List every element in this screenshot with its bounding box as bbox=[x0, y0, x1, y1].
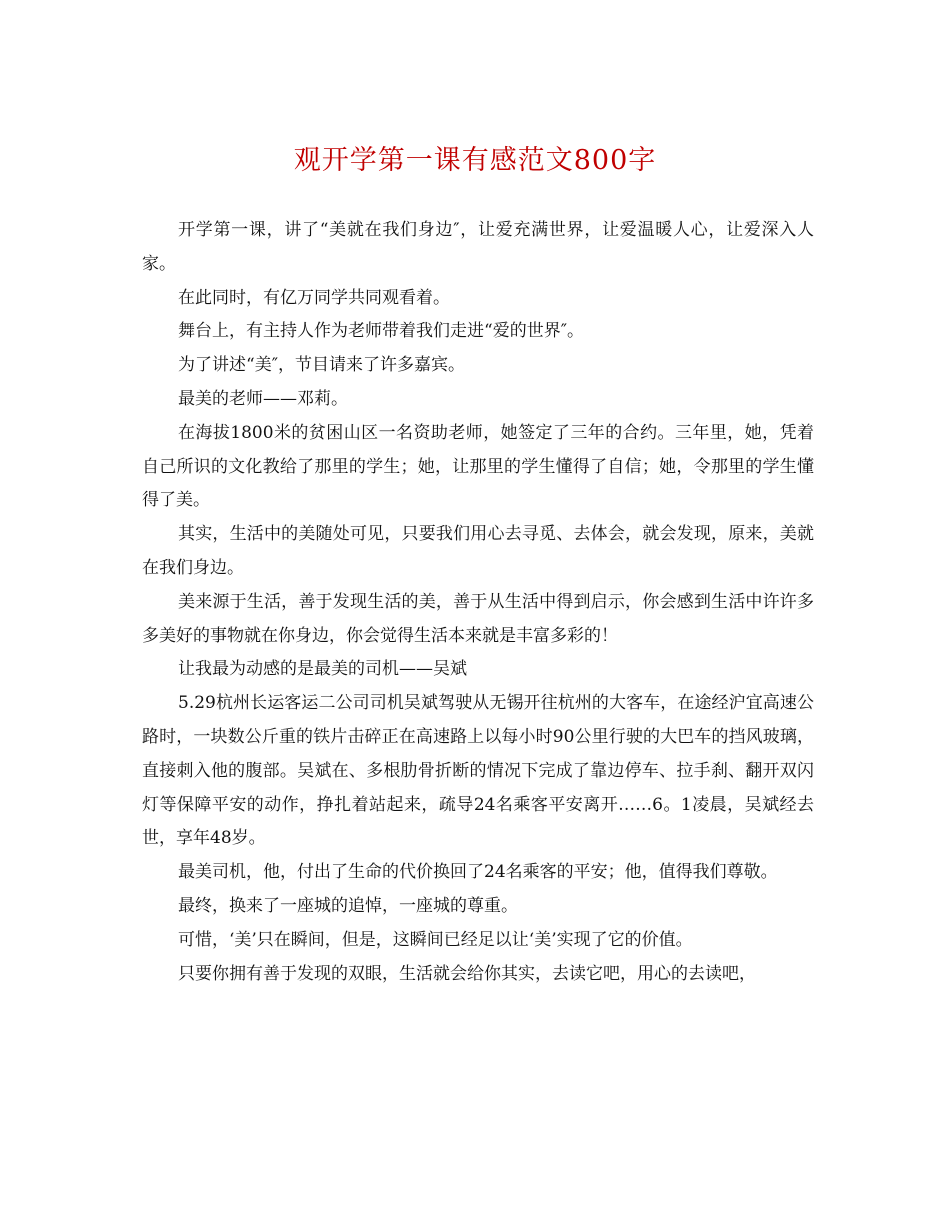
paragraph: 其实，生活中的美随处可见，只要我们用心去寻觅、去体会，就会发现，原来，美就在我们身边。 bbox=[142, 524, 814, 578]
paragraph: 在海拔1800米的贫困山区一名资助老师，她签定了三年的合约。三年里，她，凭着自己所识的文化教给了那里的学生；她，让那里的学生懂得了自信；她，令那里的学生懂得了美。 bbox=[142, 422, 814, 511]
paragraph: 为了讲述“美″，节目请来了许多嘉宾。 bbox=[178, 355, 466, 376]
paragraph: 开学第一课，讲了“美就在我们身边″，让爱充满世界，让爱温暖人心，让爱深入人家。 bbox=[142, 220, 814, 274]
paragraph: 最美的老师——邓莉。 bbox=[178, 388, 348, 409]
paragraph: 在此同时，有亿万同学共同观看着。 bbox=[178, 287, 450, 308]
paragraph: 5.29杭州长运客运二公司司机吴斌驾驶从无锡开往杭州的大客车，在途经沪宜高速公路时，一块数公斤重的铁片击碎正在高速路上以每小时90公里行驶的大巴车的挡风玻璃，直接刺入他的腹部。吴斌在、多根肋骨折断的情况下完成了靠边停车、拉手刹、翻开双闪灯等保障平安的动作，挣扎着站起来，疏导24名乘客平安离开……6。1凌晨，吴斌经去世，享年48岁。 bbox=[142, 693, 814, 849]
paragraph: 只要你拥有善于发现的双眼，生活就会给你其实，去读它吧，用心的去读吧， bbox=[178, 963, 756, 984]
paragraph: 让我最为动感的是最美的司机——吴斌 bbox=[178, 659, 467, 680]
paragraph: 最美司机，他，付出了生命的代价换回了24名乘客的平安；他，值得我们尊敬。 bbox=[178, 862, 778, 883]
paragraph: 美来源于生活，善于发现生活的美，善于从生活中得到启示，你会感到生活中许许多多美好的事物就在你身边，你会觉得生活本来就是丰富多彩的！ bbox=[142, 591, 814, 646]
paragraph: 最终，换来了一座城的追悼，一座城的尊重。 bbox=[178, 895, 518, 916]
paragraph: 舞台上，有主持人作为老师带着我们走进“爱的世界″。 bbox=[178, 321, 585, 342]
paragraph: 可惜，‘美’只在瞬间，但是，这瞬间已经足以让‘美’实现了它的价值。 bbox=[178, 929, 693, 950]
document-body bbox=[142, 214, 814, 991]
document-title: 观开学第一课有感范文800字 bbox=[293, 145, 657, 176]
